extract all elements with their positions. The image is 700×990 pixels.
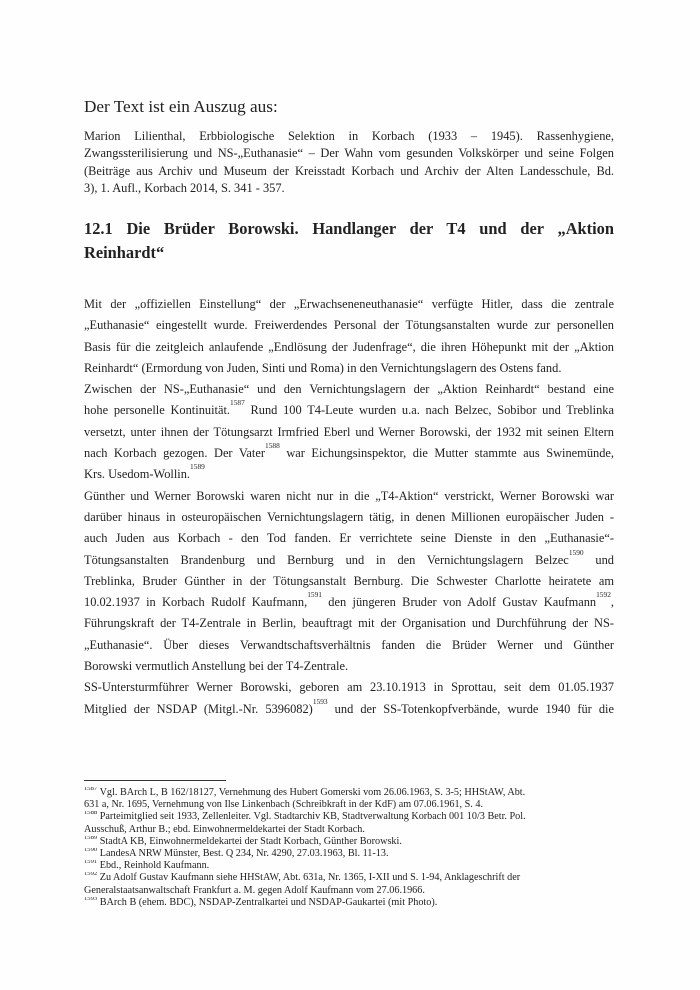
section-heading bbox=[84, 217, 614, 265]
body-line: auch Juden aus Korbach - den Tod fanden. Er verrichtete seine Dienste in den „Euthanasie“- bbox=[84, 531, 614, 546]
body-line: Führungskraft der T4-Zentrale in Berlin, beauftragt mit der Organisation und Durchführung der NS- bbox=[84, 616, 614, 631]
text-run: und der SS-Totenkopfverbände, wurde 1940 für die bbox=[327, 701, 614, 716]
footnote-ref[interactable]: 1591 bbox=[307, 592, 322, 600]
heading-line: Reinhardt“ bbox=[84, 243, 165, 262]
body-line: Treblinka, Bruder Günther in der Tötungsanstalt Bernburg. Die Schwester Charlotte heiratete am bbox=[84, 573, 614, 588]
body-line: SS-Untersturmführer Werner Borowski, geboren am 23.10.1913 in Sprottau, seit dem 01.05.1937 bbox=[84, 680, 614, 695]
footnote-text: BArch B (ehem. BDC), NSDAP-Zentralkartei und NSDAP-Gaukartei (mit Photo). bbox=[99, 896, 438, 908]
body-line bbox=[84, 464, 614, 485]
body-line bbox=[84, 400, 614, 421]
source-citation bbox=[84, 128, 614, 197]
body-line: Basis für die zeitgleich anlaufende „Endlösung der Judenfrage“, die ihren Höhepunkt mit der „Aktion bbox=[84, 339, 614, 354]
footnote-ref[interactable]: 1592 bbox=[596, 592, 611, 600]
citation-line: (Beiträge aus Archiv und Museum der Kreisstadt Korbach und Archiv der Alten Landesschule, Bd. bbox=[84, 163, 614, 178]
body-line bbox=[84, 592, 614, 613]
body-line: darüber hinaus in osteuropäischen Vernichtungslagern tätig, in denen Millionen europäischer Juden - bbox=[84, 509, 614, 524]
text-run: Mitglied der NSDAP (Mitgl.-Nr. 5396082) bbox=[84, 701, 313, 716]
footnote-ref[interactable]: 1590 bbox=[568, 549, 584, 557]
text-run: 10.02.1937 in Korbach Rudolf Kaufmann, bbox=[84, 595, 308, 610]
text-run: Rund 100 T4-Leute wurden u.a. nach Belzec, Sobibor und Treblinka bbox=[244, 403, 614, 418]
footnote-line bbox=[84, 860, 614, 872]
footnote-number: 1592 bbox=[84, 872, 98, 878]
body-text bbox=[84, 294, 614, 720]
body-line: Mit der „offiziellen Einstellung“ der „Erwachseneneuthanasie“ verfügte Hitler, dass die zentrale bbox=[84, 297, 614, 311]
body-line bbox=[84, 443, 614, 464]
body-line: „Euthanasie“ eingestellt wurde. Freiwerdendes Personal der Tötungsanstalten wurde zur personellen bbox=[84, 318, 614, 333]
body-line: Reinhardt“ (Ermordung von Juden, Sinti und Roma) in den Vernichtungslagern des Ostens fand. bbox=[84, 360, 562, 375]
footnote-line bbox=[84, 897, 614, 909]
body-line: versetzt, unter ihnen der Tötungsarzt Irmfried Eberl und Werner Borowski, der 1932 mit seinen Eltern bbox=[84, 424, 614, 439]
body-line bbox=[84, 550, 614, 571]
footnote-text: Vgl. BArch L, B 162/18127, Vernehmung des Hubert Gomerski vom 26.06.1963, S. 3-5; HHStAW, Abt. bbox=[99, 787, 526, 798]
body-line: Borowski vermutlich Anstellung bei der T4-Zentrale. bbox=[84, 659, 349, 674]
footnote-number: 1589 bbox=[84, 835, 98, 841]
text-run: und bbox=[583, 552, 614, 567]
text-run: war Eichungsinspektor, die Mutter stammte aus Swinemünde, bbox=[279, 446, 614, 461]
footnote-ref[interactable]: 1589 bbox=[190, 464, 205, 472]
footnote-ref[interactable]: 1587 bbox=[230, 400, 245, 408]
heading-line: 12.1 Die Brüder Borowski. Handlanger der T4 und der „Aktion bbox=[84, 219, 614, 238]
footnote-number: 1588 bbox=[84, 811, 98, 817]
footnote-line: Ausschuß, Arthur B.; ebd. Einwohnermeldekartei der Stadt Korbach. bbox=[84, 823, 365, 835]
text-run: Krs. Usedom-Wollin. bbox=[84, 467, 191, 482]
footnote-line: Generalstaatsanwaltschaft Frankfurt a. M. gegen Adolf Kaufmann vom 27.06.1966. bbox=[84, 884, 425, 896]
footnote-text: LandesA NRW Münster, Best. Q 234, Nr. 4290, 27.03.1963, Bl. 11-13. bbox=[99, 848, 389, 860]
body-line: „Euthanasie“. Über dieses Verwandtschaftsverhältnis fanden die Brüder Werner und Günther bbox=[84, 637, 614, 652]
footnote-number: 1590 bbox=[84, 848, 98, 854]
footnote-ref[interactable]: 1588 bbox=[265, 443, 280, 451]
body-line: Zwischen der NS-„Euthanasie“ und den Vernichtungslagern der „Aktion Reinhardt“ bestand eine bbox=[84, 382, 614, 397]
footnote-number: 1593 bbox=[84, 896, 98, 902]
body-line bbox=[84, 699, 614, 720]
footnote-line bbox=[84, 836, 614, 848]
footnote-line bbox=[84, 848, 614, 860]
footnote-text: StadtA KB, Einwohnermeldekartei der Stadt Korbach, Günther Borowski. bbox=[99, 835, 402, 847]
footnote-ref[interactable]: 1593 bbox=[312, 698, 328, 706]
text-run: den jüngeren Bruder von Adolf Gustav Kaufmann bbox=[321, 595, 597, 610]
text-run: hohe personelle Kontinuität. bbox=[84, 403, 231, 418]
text-run: nach Korbach gezogen. Der Vater bbox=[84, 446, 266, 461]
footnote-text: Parteimitglied seit 1933, Zellenleiter. Vgl. Stadtarchiv KB, Stadtverwaltung Korbach 001 10/3 Betr. Pol. bbox=[99, 811, 526, 823]
citation-line: Zwangssterilisierung und NS-„Euthanasie“ – Der Wahn vom gesunden Volkskörper und seine Folgen bbox=[84, 146, 614, 161]
footnote-divider bbox=[84, 780, 226, 781]
body-line: Günther und Werner Borowski waren nicht nur in die „T4-Aktion“ verstrickt, Werner Borowski war bbox=[84, 488, 614, 503]
footnote-number: 1591 bbox=[84, 860, 98, 866]
footnote-text: Zu Adolf Gustav Kaufmann siehe HHStAW, Abt. 631a, Nr. 1365, I-XII und S. 1-94, Anklageschrift der bbox=[99, 872, 521, 884]
excerpt-title: Der Text ist ein Auszug aus: bbox=[84, 97, 278, 116]
citation-line: 3), 1. Aufl., Korbach 2014, S. 341 - 357. bbox=[84, 180, 285, 195]
footnote-line: 631 a, Nr. 1695, Vernehmung von Ilse Linkenbach (Schreibkraft in der KdF) am 07.06.1961, S. 4. bbox=[84, 799, 484, 811]
footnotes bbox=[84, 787, 614, 909]
footnote-line bbox=[84, 787, 614, 799]
citation-line: Marion Lilienthal, Erbbiologische Selektion in Korbach (1933 – 1945). Rassenhygiene, bbox=[84, 129, 614, 143]
text-run: Tötungsanstalten Brandenburg und Bernburg und in den Vernichtungslagern Belzec bbox=[84, 552, 569, 567]
footnote-text: Ebd., Reinhold Kaufmann. bbox=[99, 860, 210, 872]
text-run: , bbox=[610, 595, 614, 610]
footnote-line bbox=[84, 872, 614, 884]
footnote-number: 1587 bbox=[84, 787, 98, 792]
footnote-line bbox=[84, 811, 614, 823]
